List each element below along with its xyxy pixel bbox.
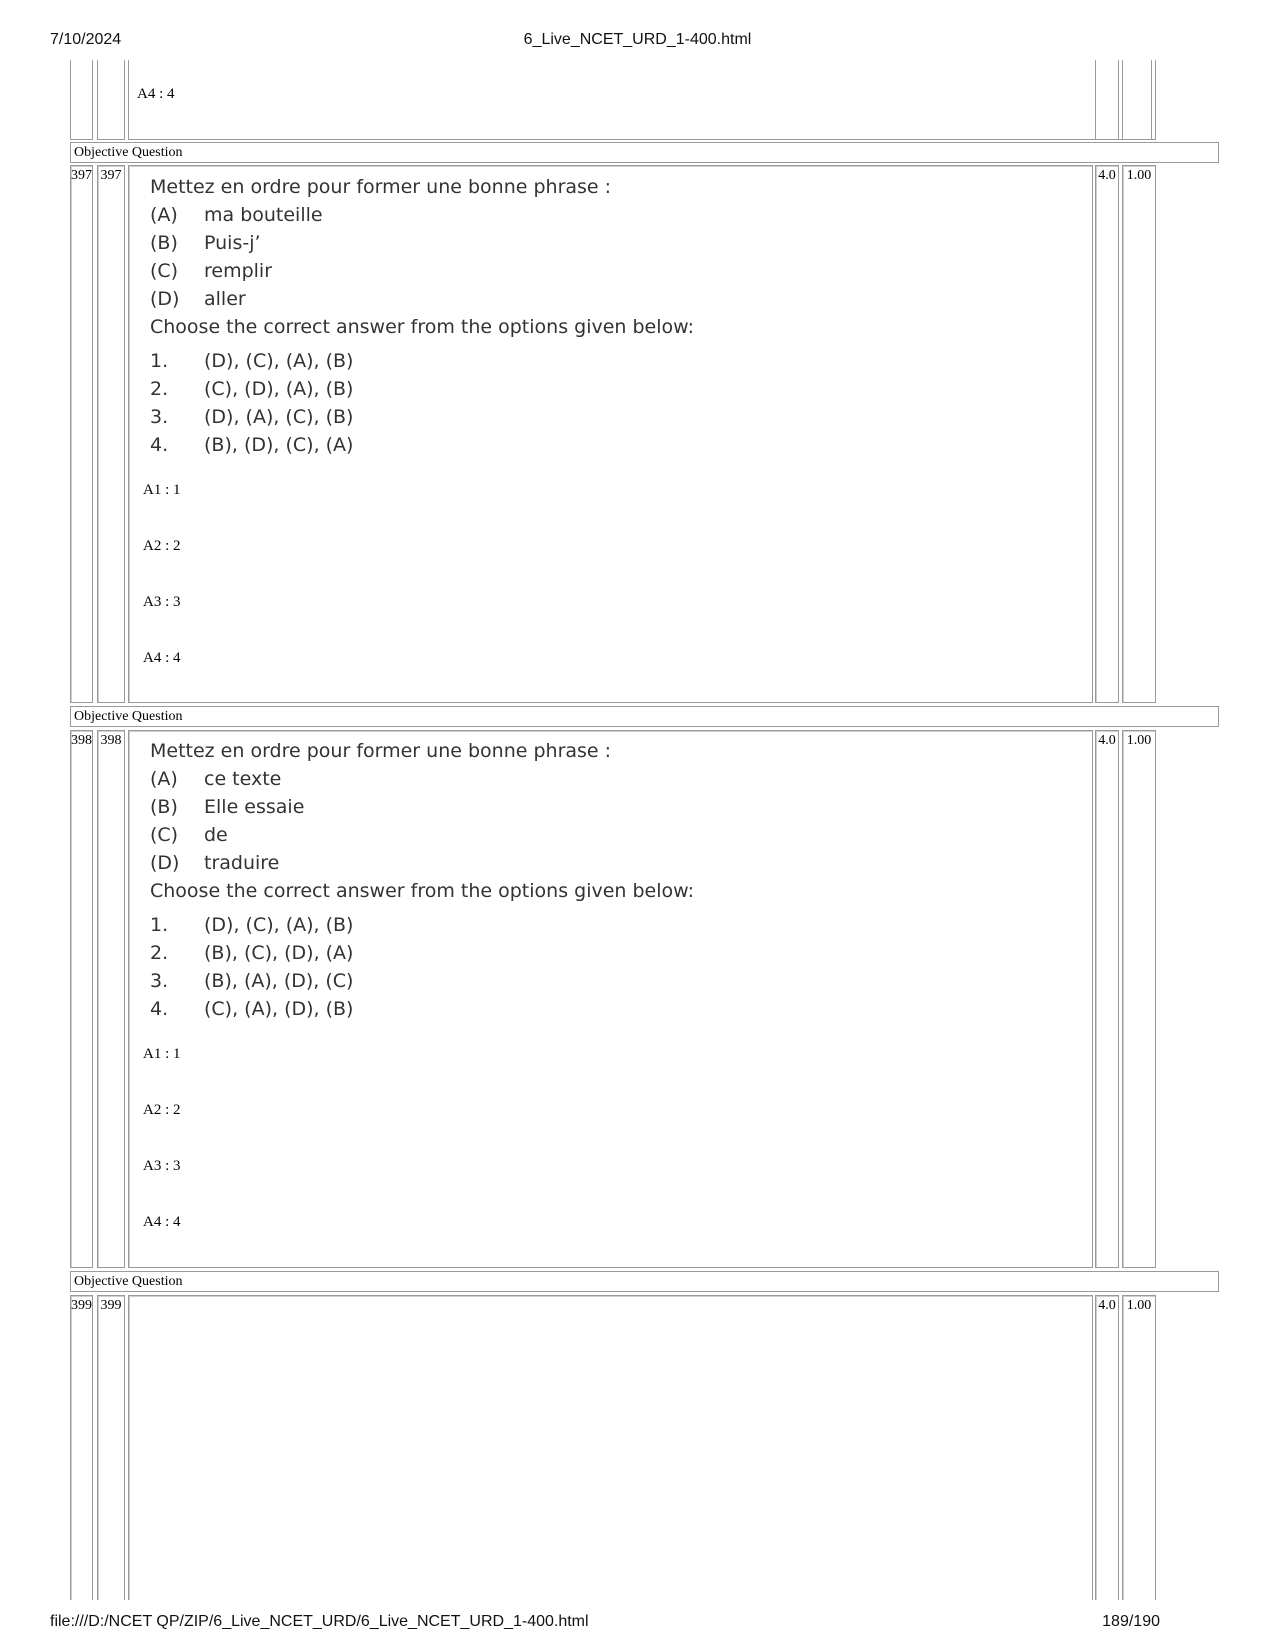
question-prompt: Mettez en ordre pour former une bonne phrase : bbox=[150, 740, 612, 762]
item-label: (B) bbox=[150, 796, 178, 818]
choice-text: (D), (C), (A), (B) bbox=[204, 914, 354, 936]
choice-label: 2. bbox=[150, 942, 169, 964]
choice-row bbox=[150, 967, 694, 995]
answer-option: A1 : 1 bbox=[143, 482, 181, 498]
item-row bbox=[150, 849, 694, 877]
serial-number: 397 bbox=[70, 165, 93, 703]
choice-label: 1. bbox=[150, 350, 169, 372]
section-label: Objective Question bbox=[70, 706, 1219, 727]
question-instruction: Choose the correct answer from the options given below: bbox=[150, 880, 695, 902]
question-instruction: Choose the correct answer from the options given below: bbox=[150, 316, 695, 338]
choice-label: 2. bbox=[150, 378, 169, 400]
item-label: (C) bbox=[150, 824, 179, 846]
marks-cell bbox=[1095, 60, 1119, 140]
serial-number: 399 bbox=[70, 1295, 93, 1600]
choice-row bbox=[150, 403, 694, 431]
negative-marks-value: 1.00 bbox=[1122, 165, 1156, 703]
negative-marks-value: 1.00 bbox=[1122, 730, 1156, 1268]
item-row bbox=[150, 821, 694, 849]
choice-row bbox=[150, 347, 694, 375]
choice-text: (D), (A), (C), (B) bbox=[204, 406, 354, 428]
choice-text: (D), (C), (A), (B) bbox=[204, 350, 354, 372]
item-label: (A) bbox=[150, 768, 178, 790]
choice-row bbox=[150, 911, 694, 939]
negative-cell bbox=[1122, 60, 1156, 140]
item-text: traduire bbox=[204, 852, 280, 874]
item-label: (C) bbox=[150, 260, 179, 282]
page-number: 189/190 bbox=[1102, 1613, 1160, 1630]
item-row bbox=[150, 201, 694, 229]
choice-text: (B), (A), (D), (C) bbox=[204, 970, 354, 992]
question-prompt: Mettez en ordre pour former une bonne phrase : bbox=[150, 176, 612, 198]
answer-option: A4 : 4 bbox=[143, 1214, 181, 1230]
choice-row bbox=[150, 995, 694, 1023]
item-row bbox=[150, 229, 694, 257]
item-text: ma bouteille bbox=[204, 204, 323, 226]
marks-value: 4.0 bbox=[1095, 165, 1119, 703]
answer-option: A4 : 4 bbox=[143, 650, 181, 666]
answer-option: A2 : 2 bbox=[143, 1102, 181, 1118]
question-image bbox=[150, 173, 694, 459]
question-table bbox=[70, 60, 1219, 1600]
item-row bbox=[150, 285, 694, 313]
question-number: 399 bbox=[97, 1295, 125, 1600]
answer-option: A2 : 2 bbox=[143, 538, 181, 554]
print-date: 7/10/2024 bbox=[50, 31, 122, 48]
choice-label: 3. bbox=[150, 406, 169, 428]
choice-label: 1. bbox=[150, 914, 169, 936]
section-label: Objective Question bbox=[70, 142, 1219, 163]
item-text: remplir bbox=[204, 260, 273, 282]
print-title: 6_Live_NCET_URD_1-400.html bbox=[523, 31, 752, 48]
choice-text: (C), (A), (D), (B) bbox=[204, 998, 354, 1020]
item-text: ce texte bbox=[204, 768, 282, 790]
item-text: aller bbox=[204, 288, 246, 310]
question-number: 398 bbox=[97, 730, 125, 1268]
serial-number: 398 bbox=[70, 730, 93, 1268]
answer-option: A3 : 3 bbox=[143, 1158, 181, 1174]
marks-value: 4.0 bbox=[1095, 730, 1119, 1268]
choice-text: (B), (C), (D), (A) bbox=[204, 942, 354, 964]
item-text: de bbox=[204, 824, 228, 846]
item-row bbox=[150, 257, 694, 285]
choice-text: (B), (D), (C), (A) bbox=[204, 434, 354, 456]
item-row bbox=[150, 765, 694, 793]
choice-label: 4. bbox=[150, 434, 169, 456]
item-text: Puis-j’ bbox=[204, 232, 261, 254]
negative-marks-value: 1.00 bbox=[1122, 1295, 1156, 1600]
qno-cell bbox=[97, 60, 125, 140]
item-text: Elle essaie bbox=[204, 796, 305, 818]
item-row bbox=[150, 793, 694, 821]
sno-cell bbox=[70, 60, 93, 140]
choice-row bbox=[150, 375, 694, 403]
section-label: Objective Question bbox=[70, 1271, 1219, 1292]
answer-option: A3 : 3 bbox=[143, 594, 181, 610]
question-cell bbox=[128, 60, 1152, 140]
item-label: (D) bbox=[150, 288, 180, 310]
choice-text: (C), (D), (A), (B) bbox=[204, 378, 354, 400]
question-cell bbox=[128, 1295, 1093, 1600]
print-url: file:///D:/NCET QP/ZIP/6_Live_NCET_URD/6_Live_NCET_URD_1-400.html bbox=[50, 1613, 589, 1630]
answer-option: A1 : 1 bbox=[143, 1046, 181, 1062]
item-label: (B) bbox=[150, 232, 178, 254]
answer-option: A4 : 4 bbox=[137, 86, 175, 102]
question-image bbox=[150, 737, 694, 1023]
item-label: (A) bbox=[150, 204, 178, 226]
item-label: (D) bbox=[150, 852, 180, 874]
marks-value: 4.0 bbox=[1095, 1295, 1119, 1600]
choice-row bbox=[150, 431, 694, 459]
question-number: 397 bbox=[97, 165, 125, 703]
choice-row bbox=[150, 939, 694, 967]
choice-label: 4. bbox=[150, 998, 169, 1020]
choice-label: 3. bbox=[150, 970, 169, 992]
